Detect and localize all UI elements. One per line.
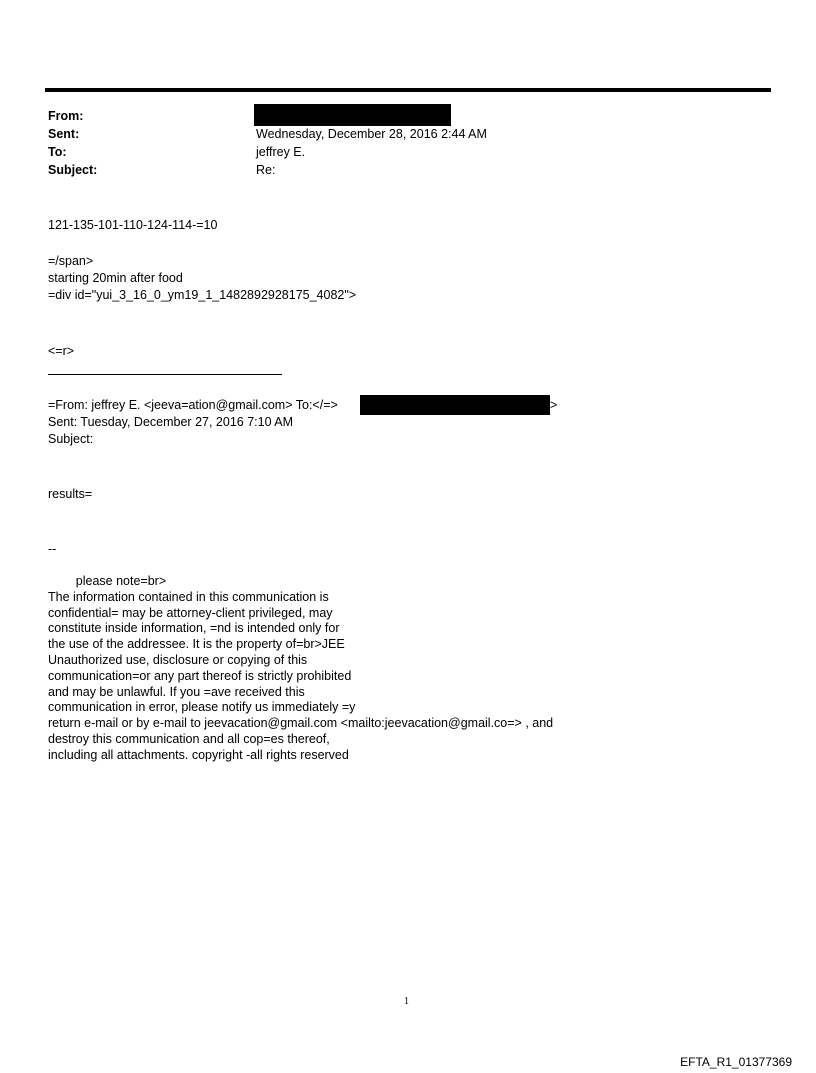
document-id: EFTA_R1_01377369	[680, 1055, 792, 1069]
body-line-1: 121-135-101-110-124-114-=10	[48, 218, 218, 232]
quoted-subject-line: Subject:	[48, 432, 94, 446]
to-value: jeffrey E.	[256, 145, 306, 159]
quoted-sent-line: Sent: Tuesday, December 27, 2016 7:10 AM	[48, 415, 294, 429]
body-line-4: =div id="yui_3_16_0_ym19_1_1482892928175_4082">	[48, 288, 357, 302]
disclaimer-line: The information contained in this communication is	[48, 589, 329, 604]
subject-value: Re:	[256, 163, 276, 177]
disclaimer-line: and may be unlawful. If you =ave received this	[48, 684, 305, 699]
disclaimer-line: please note=br>	[48, 574, 167, 588]
disclaimer-line: communication=or any part thereof is strictly prohibited	[48, 668, 352, 683]
disclaimer-line: constitute inside information, =nd is intended only for	[48, 621, 340, 636]
disclaimer-line: destroy this communication and all cop=es thereof,	[48, 731, 330, 746]
body-line-2: =/span>	[48, 254, 94, 268]
header-rule	[45, 88, 771, 92]
disclaimer-line: the use of the addressee. It is the property of=br>JEE	[48, 637, 345, 652]
sent-value: Wednesday, December 28, 2016 2:44 AM	[256, 127, 487, 141]
disclaimer-block	[48, 574, 553, 764]
quoted-from-line	[48, 396, 338, 414]
disclaimer-line: Unauthorized use, disclosure or copying of this	[48, 652, 308, 667]
quoted-from-suffix: >	[550, 398, 558, 412]
quoted-from-prefix: =From: jeffrey E. <jeeva=ation@gmail.com> To:</=>	[48, 398, 338, 412]
disclaimer-line: return e-mail or by e-mail to jeevacation@gmail.com <mailto:jeevacation@gmail.co=> , and	[48, 716, 554, 731]
disclaimer-line: including all attachments. copyright -all rights reserved	[48, 747, 349, 762]
disclaimer-line: confidential= may be attorney-client privileged, may	[48, 605, 333, 620]
page-number: 1	[404, 996, 409, 1007]
from-label: From:	[48, 109, 84, 123]
quoted-dashes: --	[48, 542, 57, 556]
sent-label: Sent:	[48, 127, 80, 141]
body-line-3: starting 20min after food	[48, 271, 183, 285]
disclaimer-line: communication in error, please notify us immediately =y	[48, 700, 356, 715]
subject-label: Subject:	[48, 163, 98, 177]
redaction-from	[254, 104, 451, 126]
to-label: To:	[48, 145, 67, 159]
quoted-results: results=	[48, 487, 93, 501]
body-line-5: <=r>	[48, 344, 75, 358]
quote-separator	[48, 374, 282, 375]
redaction-to	[360, 395, 550, 415]
